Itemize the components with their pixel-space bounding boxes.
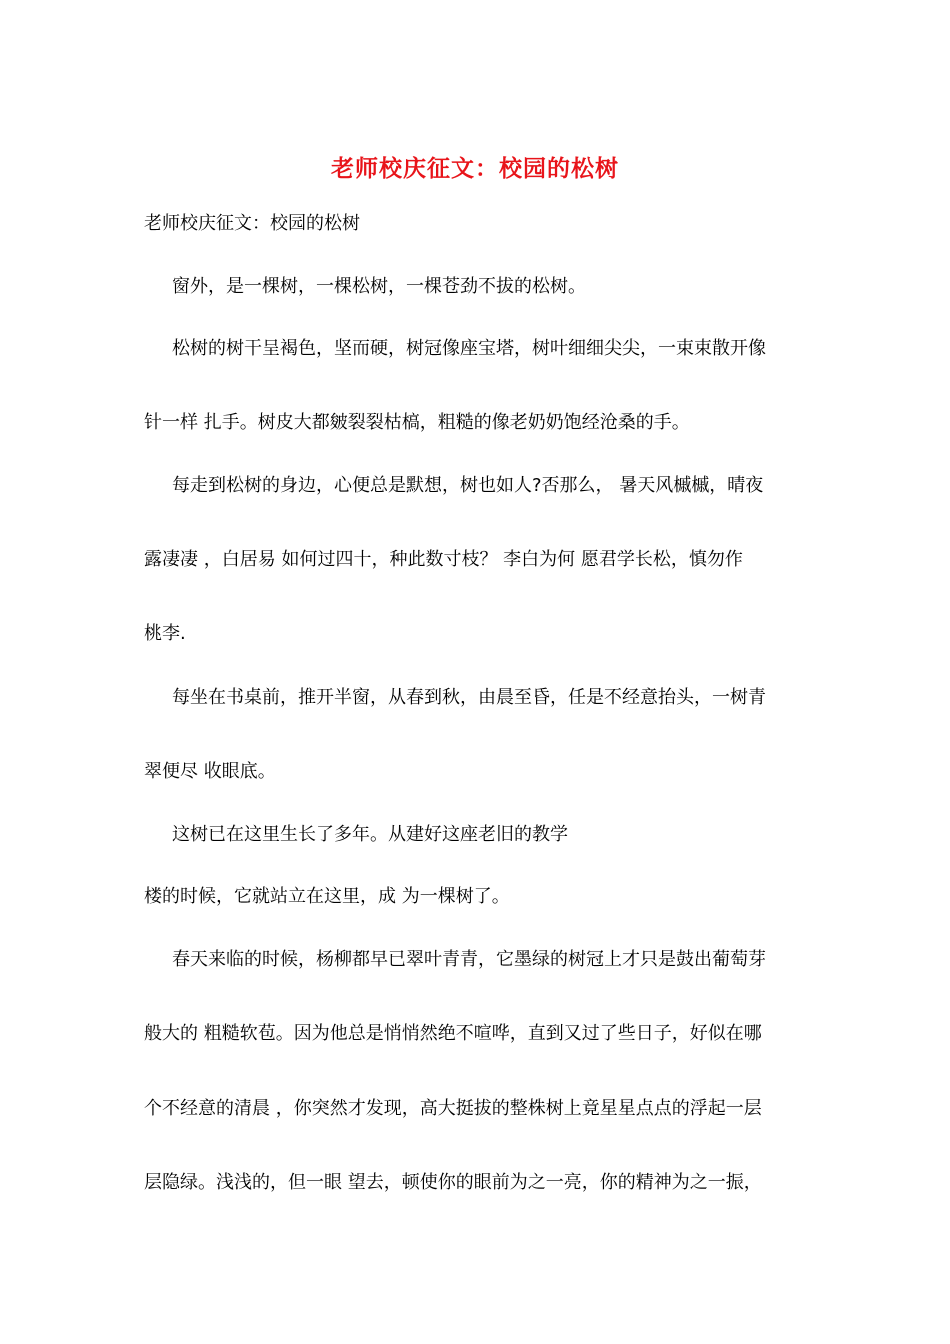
paragraph-line: 翠便尽 收眼底。 [144,761,276,782]
paragraph-line: 松树的树干呈褐色，坚而硬，树冠像座宝塔，树叶细细尖尖，一束束散开像 [172,338,766,359]
paragraph-line: 春天来临的时候，杨柳都早已翠叶青青，它墨绿的树冠上才只是鼓出葡萄芽 [172,949,766,970]
paragraph-line: 这树已在这里生长了多年。从建好这座老旧的教学 [172,824,568,845]
paragraph-line: 般大的 粗糙软苞。因为他总是悄悄然绝不喧哗，直到又过了些日子，好似在哪 [144,1023,762,1044]
paragraph-line: 窗外，是一棵树，一棵松树，一棵苍劲不拔的松树。 [172,276,586,297]
paragraph-line: 个不经意的清晨 ，你突然才发现，高大挺拔的整株树上竟星星点点的浮起一层 [144,1098,762,1119]
paragraph-line: 每走到松树的身边，心便总是默想，树也如人?否那么， 暑天风槭槭，晴夜 [172,475,764,496]
paragraph-line: 桃李. [144,623,186,644]
document-title: 老师校庆征文：校园的松树 [331,155,619,182]
paragraph-line: 针一样 扎手。树皮大都皴裂裂枯槁，粗糙的像老奶奶饱经沧桑的手。 [144,412,690,433]
document-subtitle: 老师校庆征文：校园的松树 [144,213,360,234]
paragraph-line: 层隐绿。浅浅的，但一眼 望去，顿使你的眼前为之一亮，你的精神为之一振， [144,1172,762,1193]
paragraph-line: 楼的时候，它就站立在这里，成 为一棵树了。 [144,886,510,907]
paragraph-line: 露凄凄 ，白居易 如何过四十，种此数寸枝？ 李白为何 愿君学长松，慎勿作 [144,549,743,570]
paragraph-line: 每坐在书桌前，推开半窗，从春到秋，由晨至昏，任是不经意抬头，一树青 [172,687,766,708]
